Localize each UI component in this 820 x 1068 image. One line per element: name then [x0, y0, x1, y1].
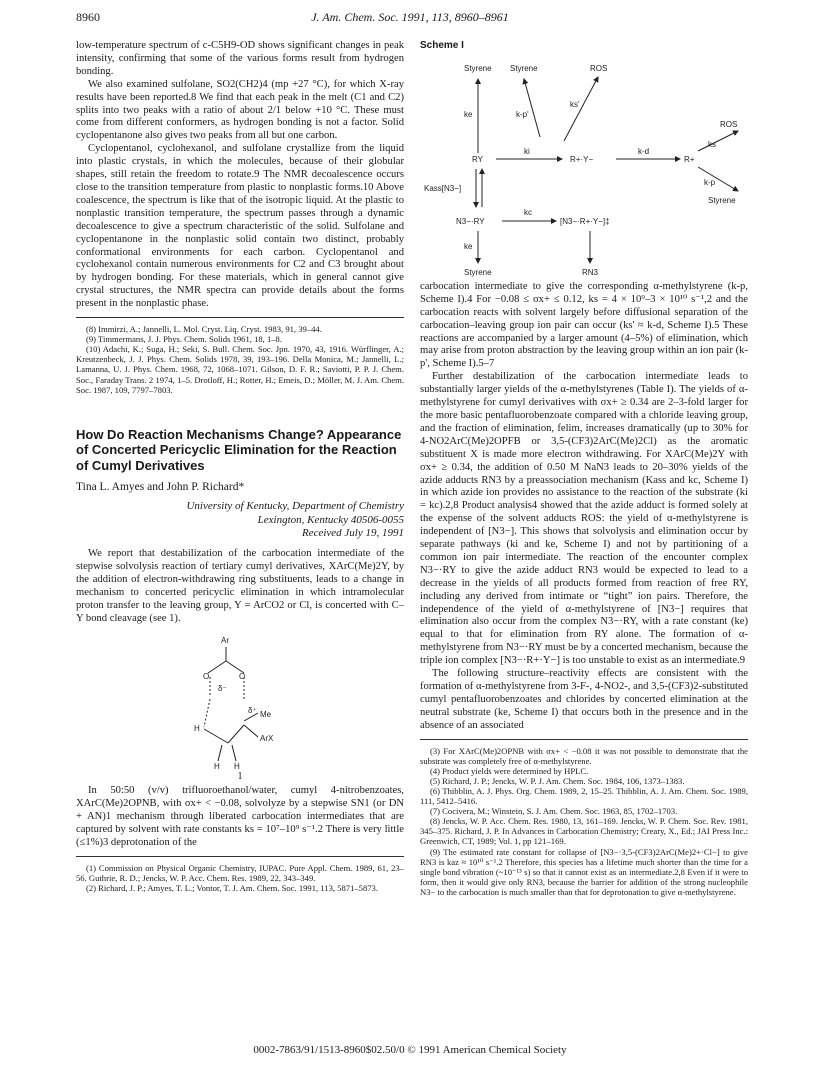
struct-label: ArX: [260, 734, 274, 744]
struct-label: H: [194, 724, 200, 734]
struct-label: H: [214, 762, 220, 772]
arrow-ks: [698, 131, 738, 151]
footnotes: [76, 324, 404, 395]
structure-1-drawing: [76, 629, 404, 779]
scheme-label: Kass[N3−]: [424, 183, 462, 193]
article-title: How Do Reaction Mechanisms Change? Appearance of Concerted Pericyclic Elimination for the Reaction of Cumyl Derivatives: [76, 426, 402, 473]
footnote: (7) Cocivera, M.; Winstein, S. J. Am. Chem. Soc. 1963, 85, 1702–1703.: [430, 806, 678, 817]
scheme-label: Styrene: [464, 63, 492, 73]
scheme-label: N3−·RY: [456, 216, 485, 226]
struct-label: δ⁻: [218, 684, 227, 694]
scheme-label: RN3: [582, 267, 599, 277]
structure-1: [76, 629, 404, 782]
right-column: [420, 40, 748, 897]
affiliation-line: University of Kentucky, Department of Chemistry: [186, 500, 404, 513]
bond: [204, 729, 228, 743]
body-paragraph: Cyclopentanol, cyclohexanol, and sulfolane crystallize from the liquid into plastic crystals, in which the molecules, because of their globular shapes, still retain the freedom to rotate.9 The NMR decoalescence occurs close to the transition temperature from plastic to nonplastic forms.10 Above coalescence, the spectrum is like that of the isotropic liquid. At the plastic to nonplastic transition temperature, the spectrum passes through a dynamic decoalescence to give a spectrum characteristic of the solid. Sulfolane and cyclopentanone in the nonplastic solid contain two distinct, probably conformational environments for each carbon. Cyclopentanol and cyclohexanol contain numerous environments for C2 and C3 brought about by hydrogen bonding. For these materials, which in general cannot give crystal structures, the NMR spectra can provide details about the forms present in the nonplastic phase.: [76, 143, 404, 310]
scheme-label: Styrene: [464, 267, 492, 277]
scheme-label: ks': [570, 99, 580, 109]
left-column: [76, 40, 404, 893]
bond: [244, 725, 258, 737]
scheme-1-drawing: [420, 55, 748, 281]
compound-number: 1: [237, 770, 243, 782]
footnote-divider: [76, 317, 404, 318]
bond: [228, 725, 244, 743]
bond: [218, 745, 222, 761]
journal-citation: J. Am. Chem. Soc. 1991, 113, 8960–8961: [311, 10, 509, 24]
scheme-label: k-d: [638, 146, 650, 156]
footnote: (9) The estimated rate constant for collapse of [N3−·3,5-(CF3)2ArC(Me)2+·Cl−] to give RN3 is kaz ≈ 10¹⁰ s⁻¹.2 Therefore, this species has a lifetime much shorter than the time for a single bond vibration (~10⁻¹³ s) so that it cannot exist as an intermediate.2,8 Even if it were to form, then it would give only RN3, because the barrier for addition of the strong nucleophile N3− to the carbocation is much smaller than that for deprotonation to give α-methylstyrene.: [420, 846, 748, 897]
affiliation-line: Lexington, Kentucky 40506-0055: [257, 513, 404, 526]
footnote: (2) Richard, J. P.; Amyes, T. L.; Vontor, T. J. Am. Chem. Soc. 1991, 113, 5871–5873.: [86, 883, 379, 894]
arrow-kp-prime: [524, 79, 540, 137]
struct-label: Ar: [221, 636, 229, 646]
page-header: [76, 10, 744, 30]
scheme-label: ki: [524, 146, 530, 156]
scheme-label: ke: [464, 241, 473, 251]
struct-label: H: [234, 762, 240, 772]
body-paragraph: low-temperature spectrum of c-C5H9-OD shows significant changes in peak intensity, confirming that some of the various forms result from hydrogen bonding.: [76, 40, 404, 77]
body-paragraph: We also examined sulfolane, SO2(CH2)4 (mp +27 °C), for which X-ray results have been reported.8 We find that each peak in the melt (C1 and C2) splits into two peaks with a ratio of about 2/1 below +10 °C. These must come from different conformers, as hydrogen bonding is not a factor. Solid cyclopentanone also gives two peaks from all but one carbon.: [76, 78, 404, 142]
footnote: (8) Jencks, W. P. Acc. Chem. Res. 1980, 13, 161–169. Jencks, W. P. Chem. Soc. Rev. 1981, 345–375. Richard, J. P. In Advances in Carbocation Chemistry; Creary, X., Ed.; JAI Press Inc.: Greenwich, CT, 1989; Vol. 1, pp 121–169.: [420, 816, 748, 847]
body-paragraph: In 50:50 (v/v) trifluoroethanol/water, cumyl 4-nitrobenzoates, XArC(Me)2OPNB, with σx+ < −0.08, solvolyze by a stepwise SN1 (or DN + AN)1 mechanism through liberated carbocation intermediates that are captured by solvent with rate constants ks = 10⁷–10⁹ s⁻¹.2 There is very little (≤1%)3 deprotonation of the: [76, 785, 404, 849]
received-date: Received July 19, 1991: [301, 527, 404, 540]
bond: [208, 661, 226, 673]
page-footer: 0002-7863/91/1513-8960$02.50/0 © 1991 American Chemical Society: [253, 1044, 567, 1056]
footnote: (9) Timmermans, J. J. Phys. Chem. Solids 1961, 18, 1–8.: [86, 334, 283, 345]
scheme-label: ke: [464, 109, 473, 119]
scheme-1: [420, 55, 748, 281]
footnote: (8) Immirzi, A.; Jannelli, L. Mol. Cryst. Liq. Cryst. 1983, 91, 39–44.: [86, 324, 322, 335]
scheme-label: kc: [524, 207, 532, 217]
scheme-label: [N3−·R+·Y−]‡: [560, 216, 610, 226]
scheme-label: ks: [708, 139, 716, 149]
bond: [232, 745, 236, 761]
body-paragraph: carbocation intermediate to give the corresponding α-methylstyrene (k-p, Scheme I).4 For −0.08 ≤ σx+ ≤ 0.12, ks = 4 × 10⁹–3 × 10¹⁰ s⁻¹,2 and the carbocation reacts with solvent largely before diffusional separation of the carbocation–leaving group ion pair can occur (ks' ≈ k-d, Scheme I).5 These reactions are accompanied by a larger amount (4–5%) of elimination, which may arise from proton abstraction by the leaving group within an ion pair (k-p', Scheme I).5–7: [420, 280, 748, 370]
body-paragraph: The following structure–reactivity effects are consistent with the formation of α-methylstyrene from 3-F-, 4-NO2-, and 3,5-(CF3)2-substituted cumyl pentafluorobenzoates and chlorides by concerted elimination at the neutral substrate (ke, Scheme I) that occurs both in the presence and in the absence of an associated: [420, 668, 748, 731]
struct-label: O: [203, 672, 210, 682]
footnote-divider: [76, 856, 404, 857]
footnotes: [420, 746, 748, 897]
footnotes: [76, 863, 404, 893]
arrow-ks-prime: [564, 77, 598, 141]
page-number: 8960: [76, 10, 100, 24]
scheme-label: k-p': [516, 109, 529, 119]
scheme-label: k-p: [704, 177, 716, 187]
body-paragraph: We report that destabilization of the carbocation intermediate of the stepwise solvolysis reaction of tertiary cumyl derivatives, XArC(Me)2Y, by the addition of electron-withdrawing ring substituents, leads to a change in mechanism to concerted pericyclic elimination in which intramolecular proton transfer to the leaving group, Y = ArCO2 or Cl, is concerted with C–Y bond cleavage (see 1).: [76, 548, 404, 624]
footnote: (1) Commission on Physical Organic Chemistry, IUPAC. Pure Appl. Chem. 1989, 61, 23–56. Guthrie, R. D.; Jencks, W. P. Acc. Chem. Res. 1989, 22, 343–349.: [76, 862, 404, 884]
partial-bond: [204, 699, 210, 727]
scheme-label: RY: [472, 154, 483, 164]
footnote: (3) For XArC(Me)2OPNB with σx+ < −0.08 it was not possible to demonstrate that the substrate was completely free of α-methylstyrene.: [420, 745, 748, 766]
scheme-label: Styrene: [510, 63, 538, 73]
scheme-label: R+: [684, 154, 695, 164]
struct-label: δ⁺: [248, 706, 257, 716]
scheme-label: R+·Y−: [570, 154, 594, 164]
scheme-label: ROS: [720, 119, 738, 129]
footnote-divider: [420, 739, 748, 740]
struct-label: O: [239, 672, 246, 682]
body-paragraph: Further destabilization of the carbocation intermediate leads to substantially larger yields of the α-methylstyrenes (Table I). The yields of α-methylstyrene for cumyl derivatives with σx+ ≥ 0.34 are 2–3-fold larger for the more basic pentafluorobenzoate compared with a chloride leaving group, and the fraction of elimination, felim, increases dramatically (up to 30% for 4-NO2ArC(Me)2OPFB or 3,5-(CF3)2ArC(Me)2Cl) as the aromatic substituent X is made more electron withdrawing. For XArC(Me)2Y with σx+ ≥ 0.34, the addition of 0.50 M NaN3 leads to 20–30% yields of the azide adducts RN3 by a preassociation mechanism (Kass and kc, Scheme I) in which azide ion provides no assistance to the reaction of the substrate (ki = kc).2,8 Product analysis4 showed that the azide adduct is formed solely at the expense of the solvent adducts ROS: the yield of α-methylstyrene is independent of [N3−]. This shows that solvolysis and elimination occur by separate pathways (ki and ke, Scheme I) and not by partitioning of a common ion pair intermediate. The reaction of the encounter complex N3−·RY to give the azide adduct RN3 would be expected to lead to a decrease in the yields of all products formed from reaction of free RY, including any derived from intimate or “tight” ion pairs. Therefore, the independence of the yield of α-methylstyrene of [N3−] requires that elimination also occur from the complex N3−·RY, with a rate constant (ke) equal to that for elimination from RY alone. The formation of α-methylstyrene from N3−·RY must be by a concerted mechanism, because the triple ion complex [N3−·R+·Y−] is too unstable to exist as an intermediate.9: [420, 371, 748, 667]
footnote: (6) Thibblin, A. J. Phys. Org. Chem. 1989, 2, 15–25. Thibblin, A. J. Am. Chem. Soc. 1989, 111, 5412–5416.: [420, 786, 748, 807]
footnote: (4) Product yields were determined by HPLC.: [430, 765, 589, 776]
footnote: (5) Richard, J. P.; Jencks, W. P. J. Am. Chem. Soc. 1984, 106, 1373–1383.: [430, 775, 685, 786]
scheme-label: Styrene: [708, 195, 736, 205]
article-authors: Tina L. Amyes and John P. Richard*: [76, 481, 245, 494]
footnote: (10) Adachi, K.; Suga, H.; Seki, S. Bull. Chem. Soc. Jpn. 1970, 43, 1916. Würflinger, A.; Kreutzenbeck, J. J. Phys. Chem. Solids 1978, 39, 193–196. Della Monica, M.; Jannelli, L.; Lamanna, U. J. Phys. Chem. 1968, 72, 1068–1071. Gilson, D. F. R.; Saviotti, P. P. J. Chem. Soc., Faraday Trans. 2 1974, 1–5. Drotloff, H.; Rotter, H.; Emeis, D.; Möller, M. J. Am. Chem. Soc. 1987, 109, 7797–7803.: [76, 344, 404, 395]
scheme-title: Scheme I: [420, 40, 464, 51]
struct-label: Me: [260, 710, 272, 720]
scheme-label: ROS: [590, 63, 608, 73]
